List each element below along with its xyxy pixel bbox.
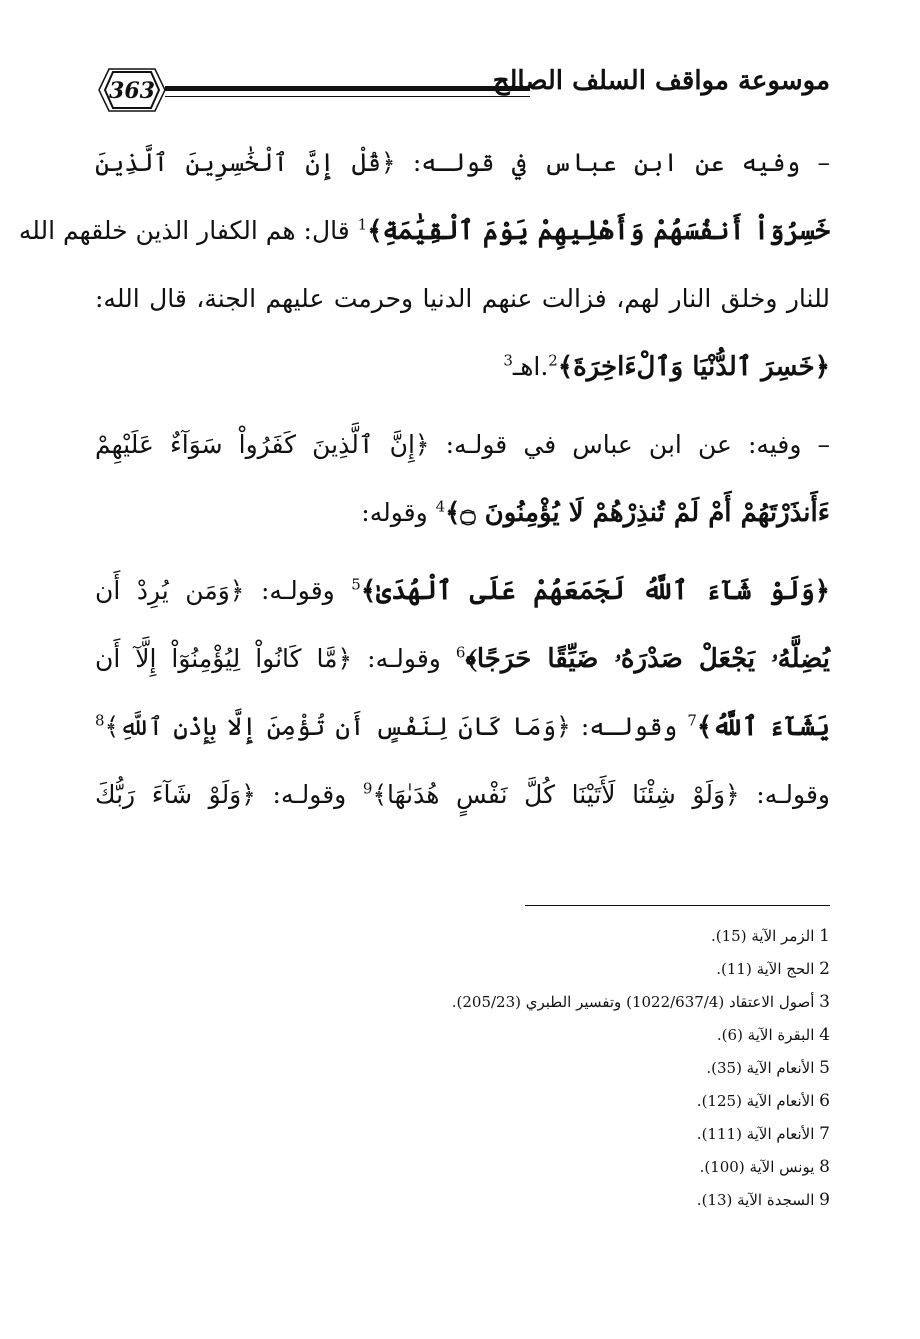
footnote-ref: 5: [351, 575, 361, 594]
footnote: 4 البقرة الآية (6).: [716, 1025, 830, 1045]
footnote-ref: 3: [503, 351, 513, 370]
quran-verse: يَشَآءَ ٱللَّهُ﴾: [696, 712, 830, 742]
quran-verse: خَسِرُوٓاْ أَنفُسَهُمْ وَأَهْلِيهِمْ يَوْمَ ٱلْقِيَٰمَةِ﴾: [367, 216, 830, 246]
footnote-ref: 9: [362, 779, 373, 798]
text-line: يُضِلَّهُۥ يَجْعَلْ صَدْرَهُۥ ضَيِّقًا حَرَجًا﴾$^6$ وقولـه: ﴿مَّا كَانُواْ لِيُؤْمِنُوٓاْ إِلَّآ أَن: [95, 643, 831, 674]
header-rule: [165, 86, 530, 91]
footnote-ref: 2: [548, 351, 558, 370]
quran-verse: ﴿خَسِرَ ٱلدُّنْيَا وَٱلْءَاخِرَةَ﴾: [557, 352, 830, 382]
text-line: خَسِرُوٓاْ أَنفُسَهُمْ وَأَهْلِيهِمْ يَوْمَ ٱلْقِيَٰمَةِ﴾$^1$ قال: هم الكفار الذين خلقهم الله: [18, 215, 830, 246]
footnote: 8 يونس الآية (100).: [699, 1157, 830, 1177]
header-rule-thin: [165, 96, 530, 97]
page-number-badge: [95, 68, 169, 112]
text-line: ﴿وَلَوْ شَآءَ ٱللَّهُ لَجَمَعَهُمْ عَلَى ٱلْهُدَىٰ﴾$^5$ وقولـه: ﴿وَمَن يُرِدْ أَن: [95, 575, 831, 606]
footnote-ref: 8: [95, 711, 105, 730]
text-line: للنار وخلق النار لهم، فزالت عنهم الدنيا وحرمت عليهم الجنة، قال الله:: [95, 284, 830, 313]
text-line: وقولـه: ﴿وَلَوْ شِئْنَا لَأَتَيْنَا كُلَّ نَفْسٍ هُدَىٰهَا﴾$^9$ وقولـه: ﴿وَلَوْ شَآءَ رَبُّكَ: [95, 779, 830, 809]
text-line: يَشَآءَ ٱللَّهُ﴾$^7$ وقولـه: ﴿وَمَا كَانَ لِنَفْسٍ أَن تُؤْمِنَ إِلَّا بِإِذْنِ ٱللَّهِ﴾$^8$: [95, 711, 830, 742]
text-line: – وفيه: عن ابن عباس في قولـه: ﴿إِنَّ ٱلَّذِينَ كَفَرُواْ سَوَآءٌ عَلَيْهِمْ: [95, 430, 830, 459]
footnote-ref: 4: [435, 497, 446, 516]
footnote: 6 الأنعام الآية (125).: [696, 1091, 830, 1111]
text-line: ﴿خَسِرَ ٱلدُّنْيَا وَٱلْءَاخِرَةَ﴾$^2$.اهـ$^3$: [503, 351, 830, 382]
page-header: [95, 66, 830, 122]
footnote: 2 الحج الآية (11).: [716, 959, 830, 979]
book-title: موسوعة مواقف السلف الصالح: [492, 66, 830, 96]
quran-verse: يُضِلَّهُۥ يَجْعَلْ صَدْرَهُۥ ضَيِّقًا حَرَجًا﴾: [465, 644, 831, 674]
main-text: [18, 135, 831, 835]
footnote: 9 السجدة الآية (13).: [696, 1190, 830, 1210]
footnote: 3 أصول الاعتقاد (1022/637/4) وتفسير الطبري (205/23).: [451, 992, 830, 1012]
footnote-ref: 1: [357, 215, 368, 234]
footnote: 5 الأنعام الآية (35).: [706, 1058, 830, 1078]
footnote-ref: 6: [455, 643, 466, 662]
footnotes: [95, 920, 830, 1217]
text-line: – وفيه عن ابن عباس في قولـه: ﴿قُلْ إِنَّ ٱلْخَٰسِرِينَ ٱلَّذِينَ: [95, 148, 830, 177]
quran-verse: ءَأَنذَرْتَهُمْ أَمْ لَمْ تُنذِرْهُمْ لَا يُؤْمِنُونَ ۝﴾: [445, 498, 830, 528]
footnote-ref: 7: [687, 711, 697, 730]
footnote: 1 الزمر الآية (15).: [711, 926, 830, 946]
quran-verse: ﴿وَلَوْ شَآءَ ٱللَّهُ لَجَمَعَهُمْ عَلَى ٱلْهُدَىٰ﴾: [360, 576, 831, 606]
page-number: 363: [109, 78, 155, 104]
footnote: 7 الأنعام الآية (111).: [696, 1124, 830, 1144]
text-line: ءَأَنذَرْتَهُمْ أَمْ لَمْ تُنذِرْهُمْ لَا يُؤْمِنُونَ ۝﴾$^4$ وقوله:: [361, 497, 830, 528]
